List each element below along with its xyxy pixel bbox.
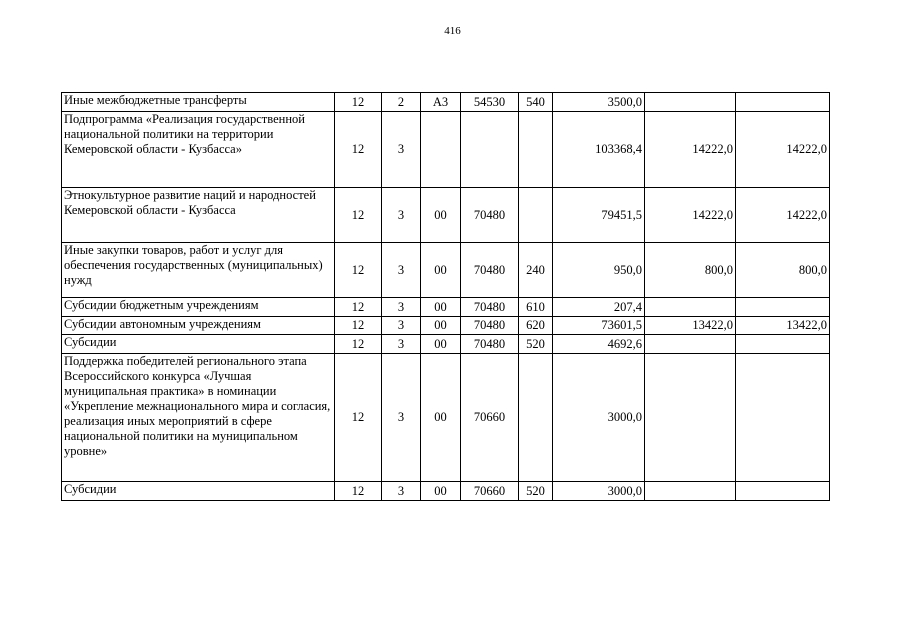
pr-cell: 3	[382, 317, 421, 335]
sum-cell-1: 4692,6	[553, 335, 645, 354]
rz-cell: 12	[335, 112, 382, 188]
expense-type-cell: 610	[519, 298, 553, 317]
direction-code-cell: 70660	[461, 354, 519, 482]
direction-code-cell: 70480	[461, 298, 519, 317]
rz-cell: 12	[335, 482, 382, 501]
pr-cell: 3	[382, 112, 421, 188]
sum-cell-3	[736, 482, 830, 501]
expense-type-cell: 620	[519, 317, 553, 335]
expense-type-cell: 540	[519, 93, 553, 112]
program-cell: 00	[421, 298, 461, 317]
rz-cell: 12	[335, 243, 382, 298]
sum-cell-1: 207,4	[553, 298, 645, 317]
sum-cell-2	[645, 482, 736, 501]
rz-cell: 12	[335, 335, 382, 354]
direction-code-cell: 70480	[461, 317, 519, 335]
sum-cell-3	[736, 335, 830, 354]
sum-cell-1: 3000,0	[553, 482, 645, 501]
row-name-cell: Иные закупки товаров, работ и услуг для обеспечения государственных (муниципальных) нужд	[62, 243, 335, 298]
sum-cell-2: 800,0	[645, 243, 736, 298]
table-row	[62, 335, 830, 354]
program-cell	[421, 112, 461, 188]
table-row	[62, 243, 830, 298]
program-cell: 00	[421, 188, 461, 243]
direction-code-cell	[461, 112, 519, 188]
sum-cell-3: 800,0	[736, 243, 830, 298]
rz-cell: 12	[335, 317, 382, 335]
rz-cell: 12	[335, 354, 382, 482]
expense-type-cell	[519, 112, 553, 188]
page-number: 416	[444, 25, 461, 37]
expense-type-cell	[519, 354, 553, 482]
table-row	[62, 298, 830, 317]
program-cell: 00	[421, 335, 461, 354]
sum-cell-3: 14222,0	[736, 188, 830, 243]
pr-cell: 3	[382, 482, 421, 501]
rz-cell: 12	[335, 93, 382, 112]
row-name-cell: Субсидии	[62, 482, 335, 501]
sum-cell-3: 14222,0	[736, 112, 830, 188]
expense-type-cell: 520	[519, 335, 553, 354]
pr-cell: 2	[382, 93, 421, 112]
row-name-cell: Поддержка победителей регионального этапа Всероссийского конкурса «Лучшая муниципальная практика» в номинации «Укрепление межнационального мира и согласия, реализация иных мероприятий в сфере национальной политики на муниципальном уровне»	[62, 354, 335, 482]
sum-cell-2: 14222,0	[645, 112, 736, 188]
direction-code-cell: 54530	[461, 93, 519, 112]
program-cell: 00	[421, 317, 461, 335]
sum-cell-1: 79451,5	[553, 188, 645, 243]
direction-code-cell: 70660	[461, 482, 519, 501]
pr-cell: 3	[382, 354, 421, 482]
pr-cell: 3	[382, 335, 421, 354]
sum-cell-2: 14222,0	[645, 188, 736, 243]
table-row	[62, 188, 830, 243]
row-name-cell: Этнокультурное развитие наций и народностей Кемеровской области - Кузбасса	[62, 188, 335, 243]
sum-cell-1: 3500,0	[553, 93, 645, 112]
table-row	[62, 93, 830, 112]
table-row	[62, 354, 830, 482]
row-name-cell: Субсидии	[62, 335, 335, 354]
direction-code-cell: 70480	[461, 243, 519, 298]
sum-cell-2: 13422,0	[645, 317, 736, 335]
program-cell: 00	[421, 482, 461, 501]
program-cell: А3	[421, 93, 461, 112]
pr-cell: 3	[382, 298, 421, 317]
sum-cell-2	[645, 354, 736, 482]
sum-cell-1: 3000,0	[553, 354, 645, 482]
table-row	[62, 317, 830, 335]
direction-code-cell: 70480	[461, 188, 519, 243]
sum-cell-3: 13422,0	[736, 317, 830, 335]
sum-cell-2	[645, 298, 736, 317]
rz-cell: 12	[335, 188, 382, 243]
direction-code-cell: 70480	[461, 335, 519, 354]
table-row	[62, 112, 830, 188]
expense-type-cell	[519, 188, 553, 243]
rz-cell: 12	[335, 298, 382, 317]
program-cell: 00	[421, 243, 461, 298]
row-name-cell: Подпрограмма «Реализация государственной национальной политики на территории Кемеровской области - Кузбасса»	[62, 112, 335, 188]
sum-cell-3	[736, 298, 830, 317]
row-name-cell: Субсидии бюджетным учреждениям	[62, 298, 335, 317]
row-name-cell: Субсидии автономным учреждениям	[62, 317, 335, 335]
sum-cell-2	[645, 335, 736, 354]
program-cell: 00	[421, 354, 461, 482]
sum-cell-1: 950,0	[553, 243, 645, 298]
sum-cell-1: 103368,4	[553, 112, 645, 188]
row-name-cell: Иные межбюджетные трансферты	[62, 93, 335, 112]
table-row	[62, 482, 830, 501]
pr-cell: 3	[382, 243, 421, 298]
pr-cell: 3	[382, 188, 421, 243]
expense-type-cell: 240	[519, 243, 553, 298]
sum-cell-3	[736, 93, 830, 112]
expense-type-cell: 520	[519, 482, 553, 501]
budget-table	[61, 92, 830, 501]
sum-cell-1: 73601,5	[553, 317, 645, 335]
sum-cell-3	[736, 354, 830, 482]
sum-cell-2	[645, 93, 736, 112]
